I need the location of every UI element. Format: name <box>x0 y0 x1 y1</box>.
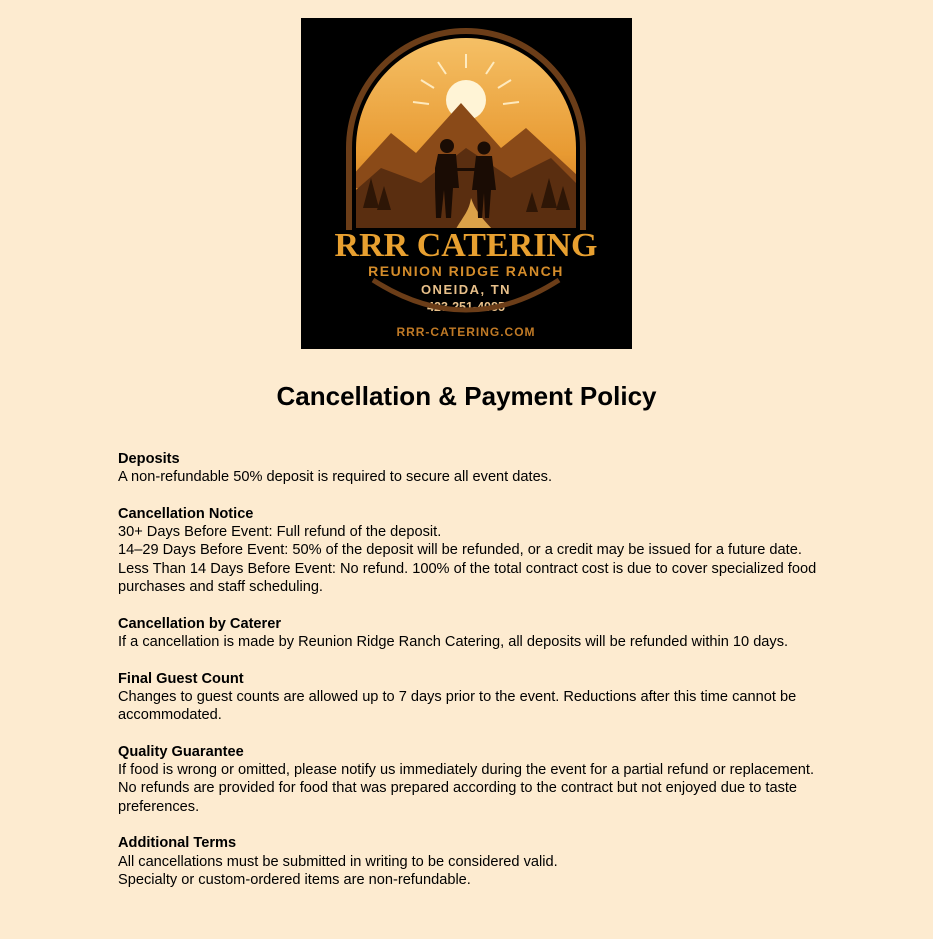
logo-website: RRR-CATERING.COM <box>396 325 536 339</box>
section-text: Less Than 14 Days Before Event: No refund. 100% of the total contract cost is due to cover specialized food purchases and staff scheduling. <box>118 560 817 596</box>
logo-brand: RRR CATERING <box>334 227 598 264</box>
section-deposits <box>118 450 823 487</box>
section-text: Specialty or custom-ordered items are non-refundable. <box>118 871 471 888</box>
section-text: If food is wrong or omitted, please notify us immediately during the event for a partial refund or replacement. No refunds are provided for food that was prepared according to the contract but not enjoyed due to taste preferences. <box>118 762 814 815</box>
section-text: 30+ Days Before Event: Full refund of the deposit. <box>118 524 442 541</box>
section-additional-terms <box>118 834 823 889</box>
section-heading: Quality Guarantee <box>118 743 244 760</box>
section-text: Changes to guest counts are allowed up to 7 days prior to the event. Reductions after this time cannot be accommodated. <box>118 688 797 724</box>
section-text: 14–29 Days Before Event: 50% of the deposit will be refunded, or a credit may be issued for a future date. <box>118 542 802 559</box>
logo-phone: 423-251-4085 <box>427 300 505 314</box>
section-heading: Deposits <box>118 451 180 467</box>
company-logo <box>301 18 632 349</box>
section-text: All cancellations must be submitted in writing to be considered valid. <box>118 853 558 870</box>
section-heading: Cancellation Notice <box>118 505 254 522</box>
section-text: A non-refundable 50% deposit is required to secure all event dates. <box>118 469 553 486</box>
section-cancellation-notice <box>118 505 823 596</box>
section-heading: Additional Terms <box>118 835 237 852</box>
section-heading: Final Guest Count <box>118 670 244 687</box>
section-text: If a cancellation is made by Reunion Ridge Ranch Catering, all deposits will be refunded within 10 days. <box>118 633 789 650</box>
section-heading: Cancellation by Caterer <box>118 615 282 632</box>
page-title: Cancellation & Payment Policy <box>276 381 657 411</box>
logo-location: ONEIDA, TN <box>420 282 512 297</box>
section-final-guest-count <box>118 670 823 725</box>
section-quality-guarantee <box>118 743 823 816</box>
policy-content <box>118 450 823 907</box>
section-cancellation-by-caterer <box>118 615 823 652</box>
logo-subtitle: REUNION RIDGE RANCH <box>368 263 564 279</box>
